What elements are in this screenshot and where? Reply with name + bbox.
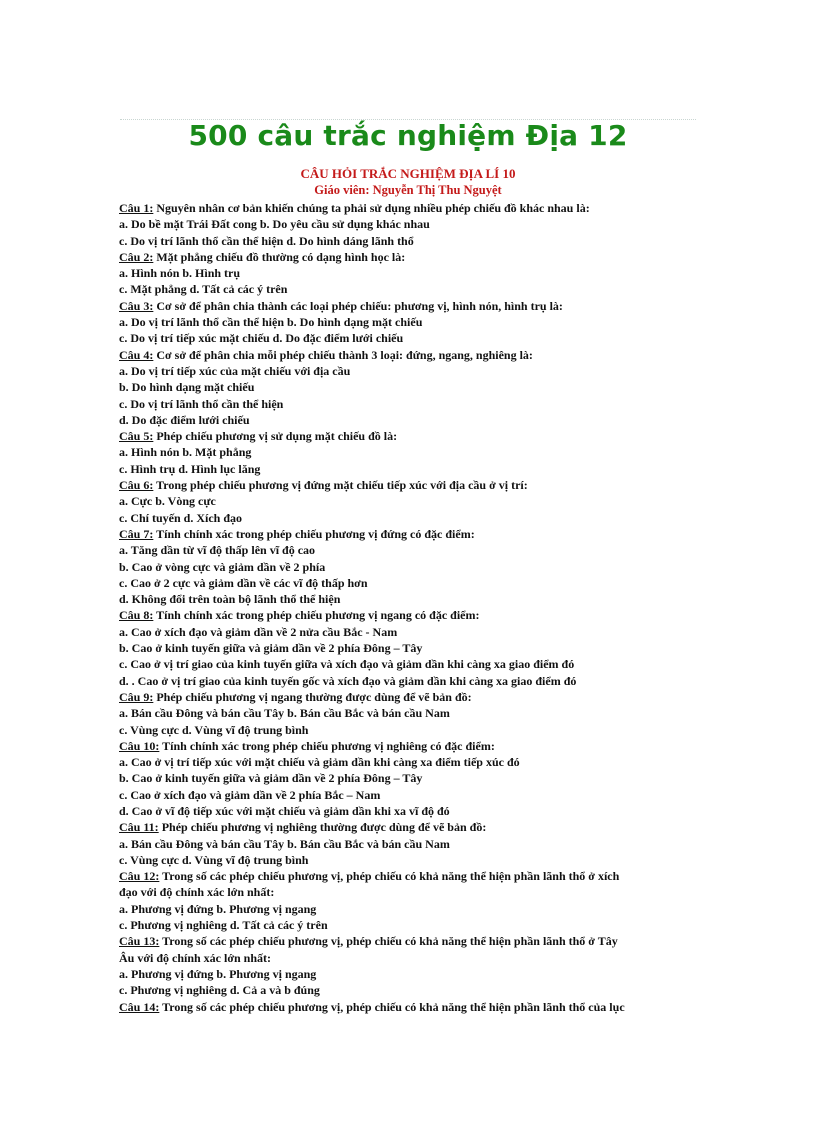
question-line	[119, 999, 699, 1015]
answer-text: c. Vùng cực d. Vùng vĩ độ trung bình	[119, 722, 309, 737]
question-text: Nguyên nhân cơ bản khiến chúng ta phải sử dụng nhiều phép chiếu đồ khác nhau là:	[153, 201, 590, 215]
question-line	[119, 738, 699, 754]
question-line	[119, 428, 699, 444]
answer-line	[119, 836, 699, 852]
answer-text: d. . Cao ở vị trí giao của kinh tuyến gốc và xích đạo và giảm dần khi càng xa giao điểm đó	[119, 673, 577, 688]
answer-text: c. Phương vị nghiêng d. Cả a và b đúng	[119, 983, 320, 998]
question-list	[119, 200, 699, 1015]
question-line	[119, 200, 699, 216]
question-number: Câu 12:	[119, 869, 160, 884]
question-text: Mặt phẳng chiếu đồ thường có dạng hình học là:	[153, 249, 406, 264]
answer-line	[119, 591, 699, 607]
answer-line	[119, 493, 699, 509]
answer-line	[119, 787, 699, 803]
answer-line	[119, 559, 699, 575]
question-text: Phép chiếu phương vị sử dụng mặt chiếu đồ là:	[153, 429, 398, 444]
question-text: Trong phép chiếu phương vị đứng mặt chiếu tiếp xúc với địa cầu ở vị trí:	[153, 478, 528, 493]
answer-line	[119, 673, 699, 689]
answer-line	[119, 770, 699, 786]
question-line	[119, 933, 699, 949]
question-line	[119, 249, 699, 265]
answer-line	[119, 722, 699, 738]
answer-text: c. Mặt phẳng d. Tất cả các ý trên	[119, 282, 288, 297]
question-line	[119, 607, 699, 623]
answer-line	[119, 950, 699, 966]
answer-text: a. Hình nón b. Hình trụ	[119, 266, 241, 281]
question-number: Câu 2:	[119, 249, 154, 264]
answer-line	[119, 444, 699, 460]
answer-text: b. Cao ở kinh tuyến giữa và giảm dần về 2 phía Đông – Tây	[119, 641, 423, 656]
question-text: Trong số các phép chiếu phương vị, phép chiếu có khả năng thể hiện phần lãnh thổ ở Tây	[159, 934, 618, 949]
question-line	[119, 689, 699, 705]
answer-text: c. Chí tuyến d. Xích đạo	[119, 510, 243, 525]
answer-text: d. Cao ở vĩ độ tiếp xúc với mặt chiếu và giảm dần khi xa vĩ độ đó	[119, 803, 450, 818]
question-number: Câu 5:	[119, 429, 154, 444]
answer-line	[119, 884, 699, 900]
answer-text: a. Cực b. Vòng cực	[119, 494, 216, 509]
question-text: Cơ sở để phân chia thành các loại phép chiếu: phương vị, hình nón, hình trụ là:	[153, 298, 563, 313]
answer-text: c. Do vị trí lãnh thổ cần thể hiện	[119, 396, 284, 411]
answer-line	[119, 314, 699, 330]
question-text: Tính chính xác trong phép chiếu phương vị ngang có đặc điểm:	[153, 608, 480, 623]
answer-line	[119, 510, 699, 526]
answer-text: d. Không đổi trên toàn bộ lãnh thổ thể hiện	[119, 592, 341, 607]
question-number: Câu 11:	[119, 820, 159, 835]
answer-line	[119, 363, 699, 379]
answer-text: đạo với độ chính xác lớn nhất:	[119, 885, 275, 900]
answer-line	[119, 852, 699, 868]
answer-text: a. Phương vị đứng b. Phương vị ngang	[119, 901, 317, 916]
answer-line	[119, 640, 699, 656]
question-number: Câu 9:	[119, 689, 154, 704]
answer-text: c. Cao ở 2 cực và giảm dần về các vĩ độ thấp hơn	[119, 575, 368, 590]
question-number: Câu 4:	[119, 347, 154, 362]
question-number: Câu 6:	[119, 478, 154, 493]
question-number: Câu 7:	[119, 526, 154, 541]
answer-text: c. Hình trụ d. Hình lục lăng	[119, 461, 261, 476]
question-line	[119, 868, 699, 884]
question-text: Phép chiếu phương vị ngang thường được dùng để vẽ bản đồ:	[153, 689, 472, 704]
answer-text: a. Tăng dần từ vĩ độ thấp lên vĩ độ cao	[119, 543, 316, 558]
answer-text: c. Vùng cực d. Vùng vĩ độ trung bình	[119, 852, 309, 867]
answer-text: b. Do hình dạng mặt chiếu	[119, 380, 255, 395]
question-text: Trong số các phép chiếu phương vị, phép chiếu có khả năng thể hiện phần lãnh thổ của lục	[159, 999, 625, 1014]
answer-text: c. Cao ở xích đạo và giảm dần về 2 phía Bắc – Nam	[119, 787, 381, 802]
answer-line	[119, 575, 699, 591]
question-line	[119, 819, 699, 835]
answer-text: d. Do đặc điểm lưới chiếu	[119, 412, 250, 427]
answer-line	[119, 656, 699, 672]
document-subtitle: CÂU HỎI TRẮC NGHIỆM ĐỊA LÍ 10	[300, 166, 516, 181]
answer-text: c. Cao ở vị trí giao của kinh tuyến giữa và xích đạo và giảm dần khi càng xa giao điểm đó	[119, 657, 575, 672]
answer-text: a. Phương vị đứng b. Phương vị ngang	[119, 966, 317, 981]
answer-text: a. Hình nón b. Mặt phẳng	[119, 445, 252, 460]
answer-line	[119, 982, 699, 998]
question-number: Câu 10:	[119, 738, 160, 753]
question-number: Câu 13:	[119, 934, 160, 949]
answer-text: b. Cao ở vòng cực và giảm dần về 2 phía	[119, 559, 326, 574]
answer-text: c. Do vị trí lãnh thổ cần thể hiện d. Do hình dáng lãnh thổ	[119, 233, 414, 248]
answer-line	[119, 265, 699, 281]
answer-line	[119, 917, 699, 933]
answer-line	[119, 233, 699, 249]
answer-line	[119, 281, 699, 297]
answer-line	[119, 624, 699, 640]
question-text: Phép chiếu phương vị nghiêng thường được dùng để vẽ bản đồ:	[158, 820, 487, 835]
question-text: Tính chính xác trong phép chiếu phương vị nghiêng có đặc điểm:	[159, 738, 495, 753]
answer-line	[119, 396, 699, 412]
question-line	[119, 347, 699, 363]
answer-text: c. Do vị trí tiếp xúc mặt chiếu d. Do đặc điểm lưới chiếu	[119, 331, 404, 346]
page-title: 500 câu trắc nghiệm Địa 12	[188, 119, 628, 152]
answer-line	[119, 966, 699, 982]
question-text: Trong số các phép chiếu phương vị, phép chiếu có khả năng thể hiện phần lãnh thổ ở xích	[159, 869, 620, 884]
answer-line	[119, 754, 699, 770]
question-text: Cơ sở để phân chia mỗi phép chiếu thành 3 loại: đứng, ngang, nghiêng là:	[153, 347, 533, 362]
question-number: Câu 1:	[119, 201, 154, 215]
answer-text: a. Do vị trí lãnh thổ cần thể hiện b. Do hình dạng mặt chiếu	[119, 315, 423, 330]
question-line	[119, 298, 699, 314]
answer-text: a. Bán cầu Đông và bán cầu Tây b. Bán cầu Bắc và bán cầu Nam	[119, 836, 450, 851]
question-number: Câu 8:	[119, 608, 154, 623]
answer-line	[119, 330, 699, 346]
answer-text: Âu với độ chính xác lớn nhất:	[119, 950, 271, 965]
question-line	[119, 526, 699, 542]
answer-line	[119, 705, 699, 721]
answer-line	[119, 379, 699, 395]
question-line	[119, 477, 699, 493]
question-number: Câu 14:	[119, 999, 160, 1014]
question-number: Câu 3:	[119, 298, 154, 313]
answer-line	[119, 901, 699, 917]
answer-text: a. Do vị trí tiếp xúc của mặt chiếu với địa cầu	[119, 363, 351, 378]
answer-text: b. Cao ở kinh tuyến giữa và giảm dần về 2 phía Đông – Tây	[119, 771, 423, 786]
answer-line	[119, 803, 699, 819]
answer-text: a. Bán cầu Đông và bán cầu Tây b. Bán cầu Bắc và bán cầu Nam	[119, 706, 450, 721]
answer-line	[119, 461, 699, 477]
question-text: Tính chính xác trong phép chiếu phương vị đứng có đặc điểm:	[153, 526, 475, 541]
answer-text: a. Cao ở vị trí tiếp xúc với mặt chiếu và giảm dần khi càng xa điểm tiếp xúc đó	[119, 755, 520, 770]
teacher-name: Giáo viên: Nguyễn Thị Thu Nguyệt	[314, 183, 502, 197]
answer-text: a. Cao ở xích đạo và giảm dần về 2 nửa cầu Bắc - Nam	[119, 624, 398, 639]
answer-line	[119, 216, 699, 232]
answer-line	[119, 542, 699, 558]
answer-text: a. Do bề mặt Trái Đất cong b. Do yêu cầu sử dụng khác nhau	[119, 217, 430, 232]
answer-text: c. Phương vị nghiêng d. Tất cả các ý trên	[119, 918, 328, 933]
answer-line	[119, 412, 699, 428]
